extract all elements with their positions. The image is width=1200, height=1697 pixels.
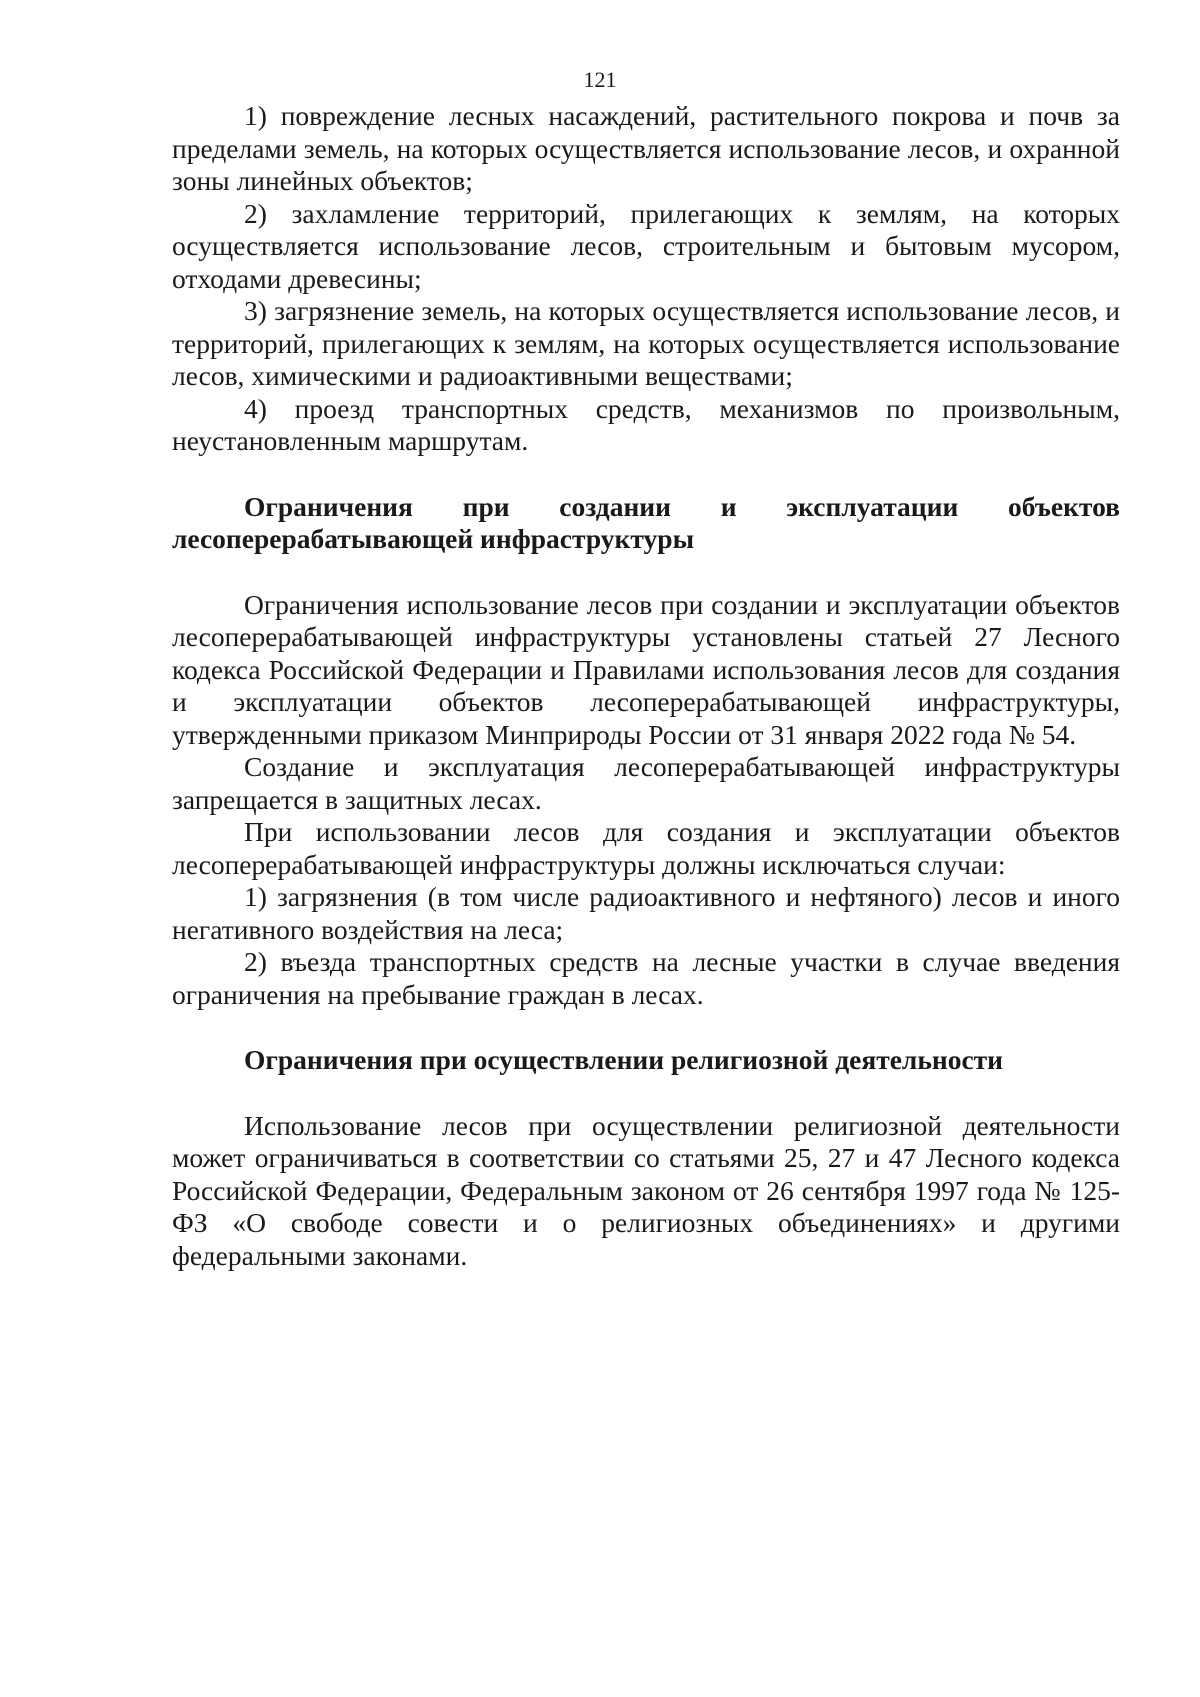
page-number: 121 [583, 67, 617, 92]
paragraph: Использование лесов при осуществлении религиозной деятельности может ограничиваться в соответствии со статьями 25, 27 и 47 Лесного кодекса Российской Федерации, Федеральным законом от 26 сентября 1997 года № 125-ФЗ «О свободе совести и о религиозных объединениях» и другими федеральными законами. [172, 1109, 1120, 1271]
paragraph: При использовании лесов для создания и эксплуатации объектов лесоперерабатывающей инфраструктуры должны исключаться случаи: [172, 816, 1120, 880]
list-item: 2) захламление территорий, прилегающих к землям, на которых осуществляется использование лесов, строительным и бытовым мусором, отходами древесины; [172, 197, 1120, 294]
list-item: 2) въезда транспортных средств на лесные участки в случае введения ограничения на пребывание граждан в лесах. [172, 946, 1120, 1010]
list-item: 3) загрязнение земель, на которых осуществляется использование лесов, и территорий, прилегающих к землям, на которых осуществляется использование лесов, химическими и радиоактивными веществами; [172, 295, 1120, 391]
section-heading-infrastructure: Ограничения при создании и эксплуатации объектов лесоперерабатывающей инфраструктуры [172, 490, 1120, 554]
list-item: 4) проезд транспортных средств, механизмов по произвольным, неустановленным маршрутам. [172, 392, 1120, 456]
page-content [172, 100, 1120, 1272]
paragraph: Создание и эксплуатация лесоперерабатывающей инфраструктуры запрещается в защитных лесах. [172, 751, 1120, 815]
list-item: 1) повреждение лесных насаждений, растительного покрова и почв за пределами земель, на которых осуществляется использование лесов, и охранной зоны линейных объектов; [172, 100, 1120, 196]
paragraph: Ограничения использование лесов при создании и эксплуатации объектов лесоперерабатывающей инфраструктуры установлены статьей 27 Лесного кодекса Российской Федерации и Правилами использования лесов для создания и эксплуатации объектов лесоперерабатывающей инфраструктуры, утвержденными приказом Минприроды России от 31 января 2022 года № 54. [172, 588, 1120, 750]
section-heading-religious: Ограничения при осуществлении религиозной деятельности [244, 1044, 1004, 1075]
list-item: 1) загрязнения (в том числе радиоактивного и нефтяного) лесов и иного негативного воздействия на леса; [172, 881, 1120, 945]
